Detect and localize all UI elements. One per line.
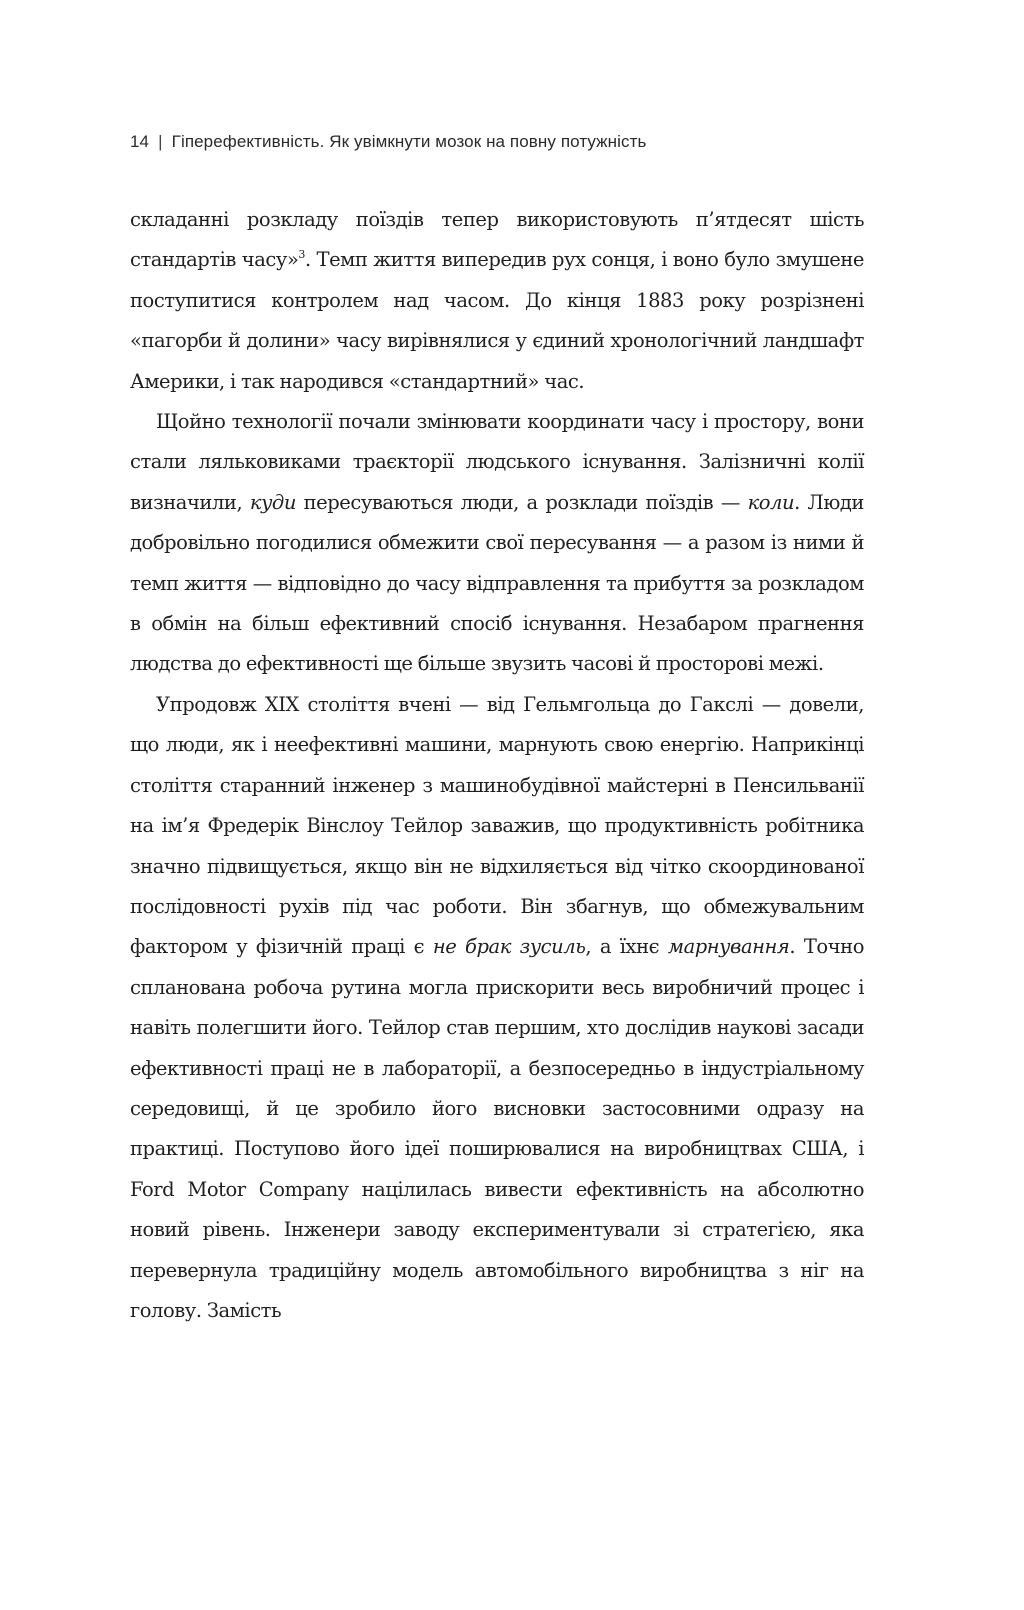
paragraph-3 xyxy=(130,685,864,1332)
book-page xyxy=(130,128,864,1331)
paragraph-3-text-b: , а їхнє xyxy=(585,935,668,959)
paragraph-1-text-b: . Темп життя випередив рух сонця, і воно було змушене поступитися контролем над часом. До кінця 1883 року розрізнені «пагорби й долини» часу вирівнялися у єдиний хронологічний ландшафт Америки, і так народився «стандартний» час. xyxy=(130,248,864,393)
page-number: 14 xyxy=(130,132,150,151)
paragraph-2-text-b: пересуваються люди, а розклади поїздів — xyxy=(295,490,748,514)
paragraph-2-text-c: . Люди добровільно погодилися обмежити свої пересування — а разом із ними й темп життя — відповідно до часу відправлення та прибуття за розкладом в обмін на більш ефективний спосіб існування. Незабаром прагнення людства до ефективності ще більше звузить часові й просторові межі. xyxy=(130,490,864,676)
paragraph-1 xyxy=(130,200,864,402)
paragraph-3-emphasis-a: не брак зусиль xyxy=(432,935,586,959)
book-title: Гіперефективність. Як увімкнути мозок на повну потужність xyxy=(171,132,647,151)
footnote-marker: 3 xyxy=(298,248,305,262)
paragraph-3-emphasis-b: марнування xyxy=(667,935,790,959)
paragraph-2-text-a: Щойно технології почали змінювати координати часу і простору, вони стали лялькoвиками траєкторії людського існування. Залізничні колії визначили, xyxy=(130,410,864,514)
paragraph-2 xyxy=(130,402,864,685)
paragraph-1-text-a: складанні розкладу поїздів тепер використовують п’ятдесят шість стандартів часу» xyxy=(130,208,864,272)
running-header xyxy=(130,128,864,156)
paragraph-2-emphasis-a: куди xyxy=(249,490,296,514)
body-text xyxy=(130,200,864,1331)
paragraph-3-text-c: . Точно спланована робоча рутина могла прискорити весь виробничий процес і навіть полегшити його. Тейлор став першим, хто дослідив наукові засади ефективності праці не в лабораторії, а безпосередньо в індустріальному середовищі, й це зробило його висновки застосовними одразу на практиці. Поступово його ідеї поширювалися на виробництвах США, і Ford Motor Company націлилась вивести ефективність на абсолютно новий рівень. Інженери заводу експериментували зі стратегією, яка перевернула традиційну модель автомобільного виробництва з ніг на голову. Замість xyxy=(130,935,864,1322)
paragraph-3-text-a: Упродовж XIX століття вчені — від Гельмгольца до Гакслі — довели, що люди, як і неефективні машини, марнують свою енергію. Наприкінці століття старанний інженер з машинобудівної майстерні в Пенсильванії на ім’я Фредерік Вінслоу Тейлор заважив, що продуктивність робітника значно підвищується, якщо він не відхиляється від чітко скоординованої послідовності рухів під час роботи. Він збагнув, що обмежувальним фактором у фізичній праці є xyxy=(130,692,864,959)
paragraph-2-emphasis-b: коли xyxy=(747,490,795,514)
header-separator: | xyxy=(158,132,163,151)
